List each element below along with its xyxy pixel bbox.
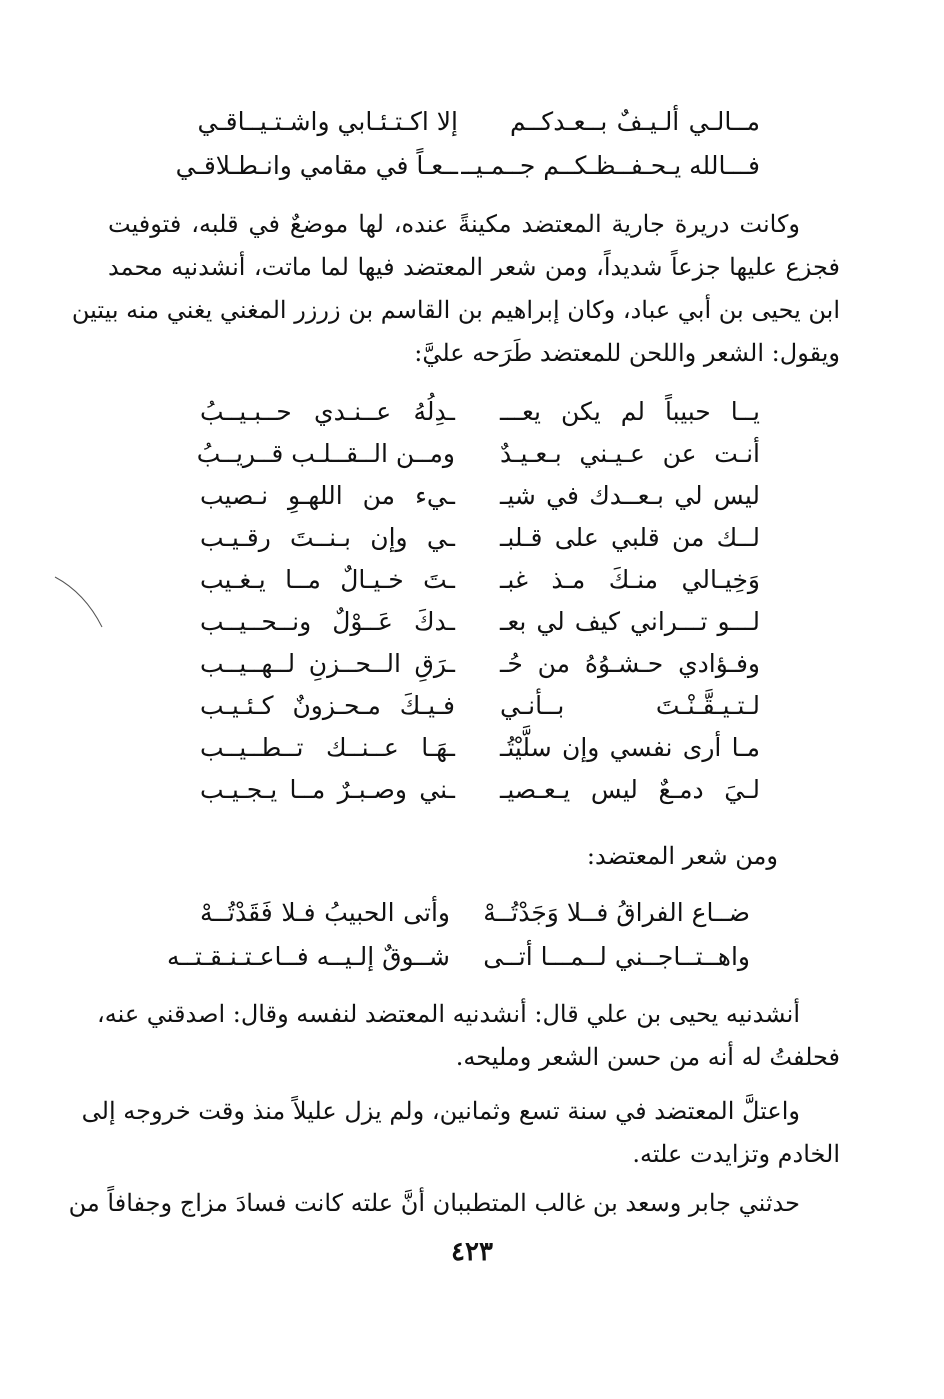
verse-block-3: [166, 893, 760, 983]
verse-second-hemistich: ـرَقِ الــحــزنِ لــهــيــب: [200, 649, 455, 678]
page-number: ٤٢٣: [451, 1237, 493, 1267]
verse-first-hemistich: أنـت عن عـيـني بـعـيـدٌ: [500, 439, 760, 468]
verse-first-hemistich: فـــالله يـحـفــظـكــم جــمـيــ: [461, 151, 760, 180]
verse-line: [200, 476, 760, 516]
verse-line: [197, 102, 760, 142]
verse-second-hemistich: إلا اكـتـئـابي واشـتـيــاقـي: [197, 107, 458, 136]
verse-first-hemistich: وفـؤادي حـشـوُهُ من حُـ: [500, 649, 760, 678]
paragraph-line: أنشدنيه يحيى بن علي قال: أنشدنيه المعتضد لنفسه وقال: اصدقني عنه،: [96, 1000, 800, 1028]
verse-first-hemistich: لــك من قلبي على قـلبـ: [500, 523, 760, 552]
paragraph-line: فجزع عليها جزعاً شديداً، ومن شعر المعتضد فيها لما ماتت، أنشدنيه محمد: [108, 253, 840, 281]
verse-second-hemistich: ــعـاً في مقامي وانـطـلاقـي: [175, 151, 458, 180]
verse-second-hemistich: ـتَ خـيـالٌ مــا يـغـيب: [200, 565, 455, 594]
verse-first-hemistich: يــا حبيباً لم يكن يعـــ: [500, 397, 760, 426]
verse-block-2: [196, 392, 760, 832]
verse-second-hemistich: شــوقٌ إلـيــه فــاعـتـنـقـتــه: [166, 942, 450, 971]
verse-first-hemistich: ليس لي بـعــدك في شيـ: [500, 481, 760, 510]
paragraph-line: الخادم وتزايدت علته.: [632, 1140, 840, 1168]
verse-line: [200, 518, 760, 558]
paragraph-1: [71, 203, 840, 375]
verse-second-hemistich: ـيء من اللهـوِ نـصيب: [200, 481, 455, 510]
verse-line: [166, 937, 760, 977]
verse-line: [200, 770, 760, 810]
paragraph-line: واعتلَّ المعتضد في سنة تسع وثمانين، ولم يزل عليلاً منذ وقت خروجه إلى: [81, 1097, 800, 1125]
verse-line: [200, 728, 760, 768]
verse-line: [200, 560, 760, 600]
verse-second-hemistich: ـدِلُهُ عــنـدي حــبـيــبُ: [200, 397, 455, 426]
verse-first-hemistich: مــالـي ألـيـفٌ بــعـدكــم: [510, 107, 760, 136]
paragraph-2: [96, 993, 840, 1079]
verse-line: [200, 392, 760, 432]
verse-second-hemistich: ـني وصـبـرٌ مــا يـجـيـب: [200, 775, 455, 804]
verse-second-hemistich: فـيـكَ مـحـزونٌ كـئـيـب: [200, 691, 455, 720]
verse-second-hemistich: ـي وإن بـنــتَ رقـيـب: [200, 523, 455, 552]
margin-arc-mark: [50, 565, 110, 635]
verse-line: [200, 644, 760, 684]
verse-first-hemistich: واهــتــاجــني لــمـــا أتــى: [483, 942, 750, 971]
verse-second-hemistich: ـدكَ عَــوْلٌ ونــحــيــب: [200, 607, 455, 636]
verse-first-hemistich: وَخِيـالي منـكَ مـذ غبـ: [500, 565, 760, 594]
paragraph-4: [68, 1182, 840, 1225]
verse-first-hemistich: مـا أرى نفسي وإن سلَّيْتُـ: [500, 733, 760, 762]
verse-line: [175, 146, 760, 186]
verse-line: [200, 893, 760, 933]
verse-line: [200, 602, 760, 642]
paragraph-line: حدثني جابر وسعد بن غالب المتطببان أنَّ علته كانت فسادَ مزاج وجفافاً من: [68, 1189, 800, 1217]
verse-first-hemistich: لـــو تـــراني كيف لي بعـ: [500, 607, 760, 636]
paragraph-3: [81, 1090, 840, 1176]
verse-second-hemistich: ومــن الــقــلـب قــريــبُ: [196, 439, 455, 468]
verse-first-hemistich: لـيَ دمـعٌ ليس يـعـصيـ: [500, 775, 760, 804]
verse-line: [200, 686, 760, 726]
verse-second-hemistich: وأتى الحبيبُ فـلا فَقَدْتُــهْ: [200, 898, 450, 927]
paragraph-line: ويقول: الشعر واللحن للمعتضد طَرَحه عليَّ:: [414, 339, 840, 367]
verse-first-hemistich: لـتـيـقَّـنْـتَ بــأنـي: [500, 691, 760, 720]
verse-second-hemistich: ـهَـا عــنــك تــطــيــب: [200, 733, 455, 762]
verse-line: [196, 434, 760, 474]
paragraph-line: ابن يحيى بن أبي عباد، وكان إبراهيم بن القاسم بن زرزر المغني يغني منه بيتين: [71, 296, 840, 324]
verse-first-hemistich: ضــاع الفراقُ فــلا وَجَدْتُــهْ: [483, 898, 750, 927]
paragraph-line: فحلفتُ له أنه من حسن الشعر ومليحه.: [455, 1043, 840, 1071]
section-heading: ومن شعر المعتضد:: [586, 842, 778, 870]
paragraph-line: وكانت دريرة جارية المعتضد مكينةً عنده، لها موضعٌ في قلبه، فتوفيت: [108, 210, 800, 238]
verse-block-1: [175, 102, 760, 192]
